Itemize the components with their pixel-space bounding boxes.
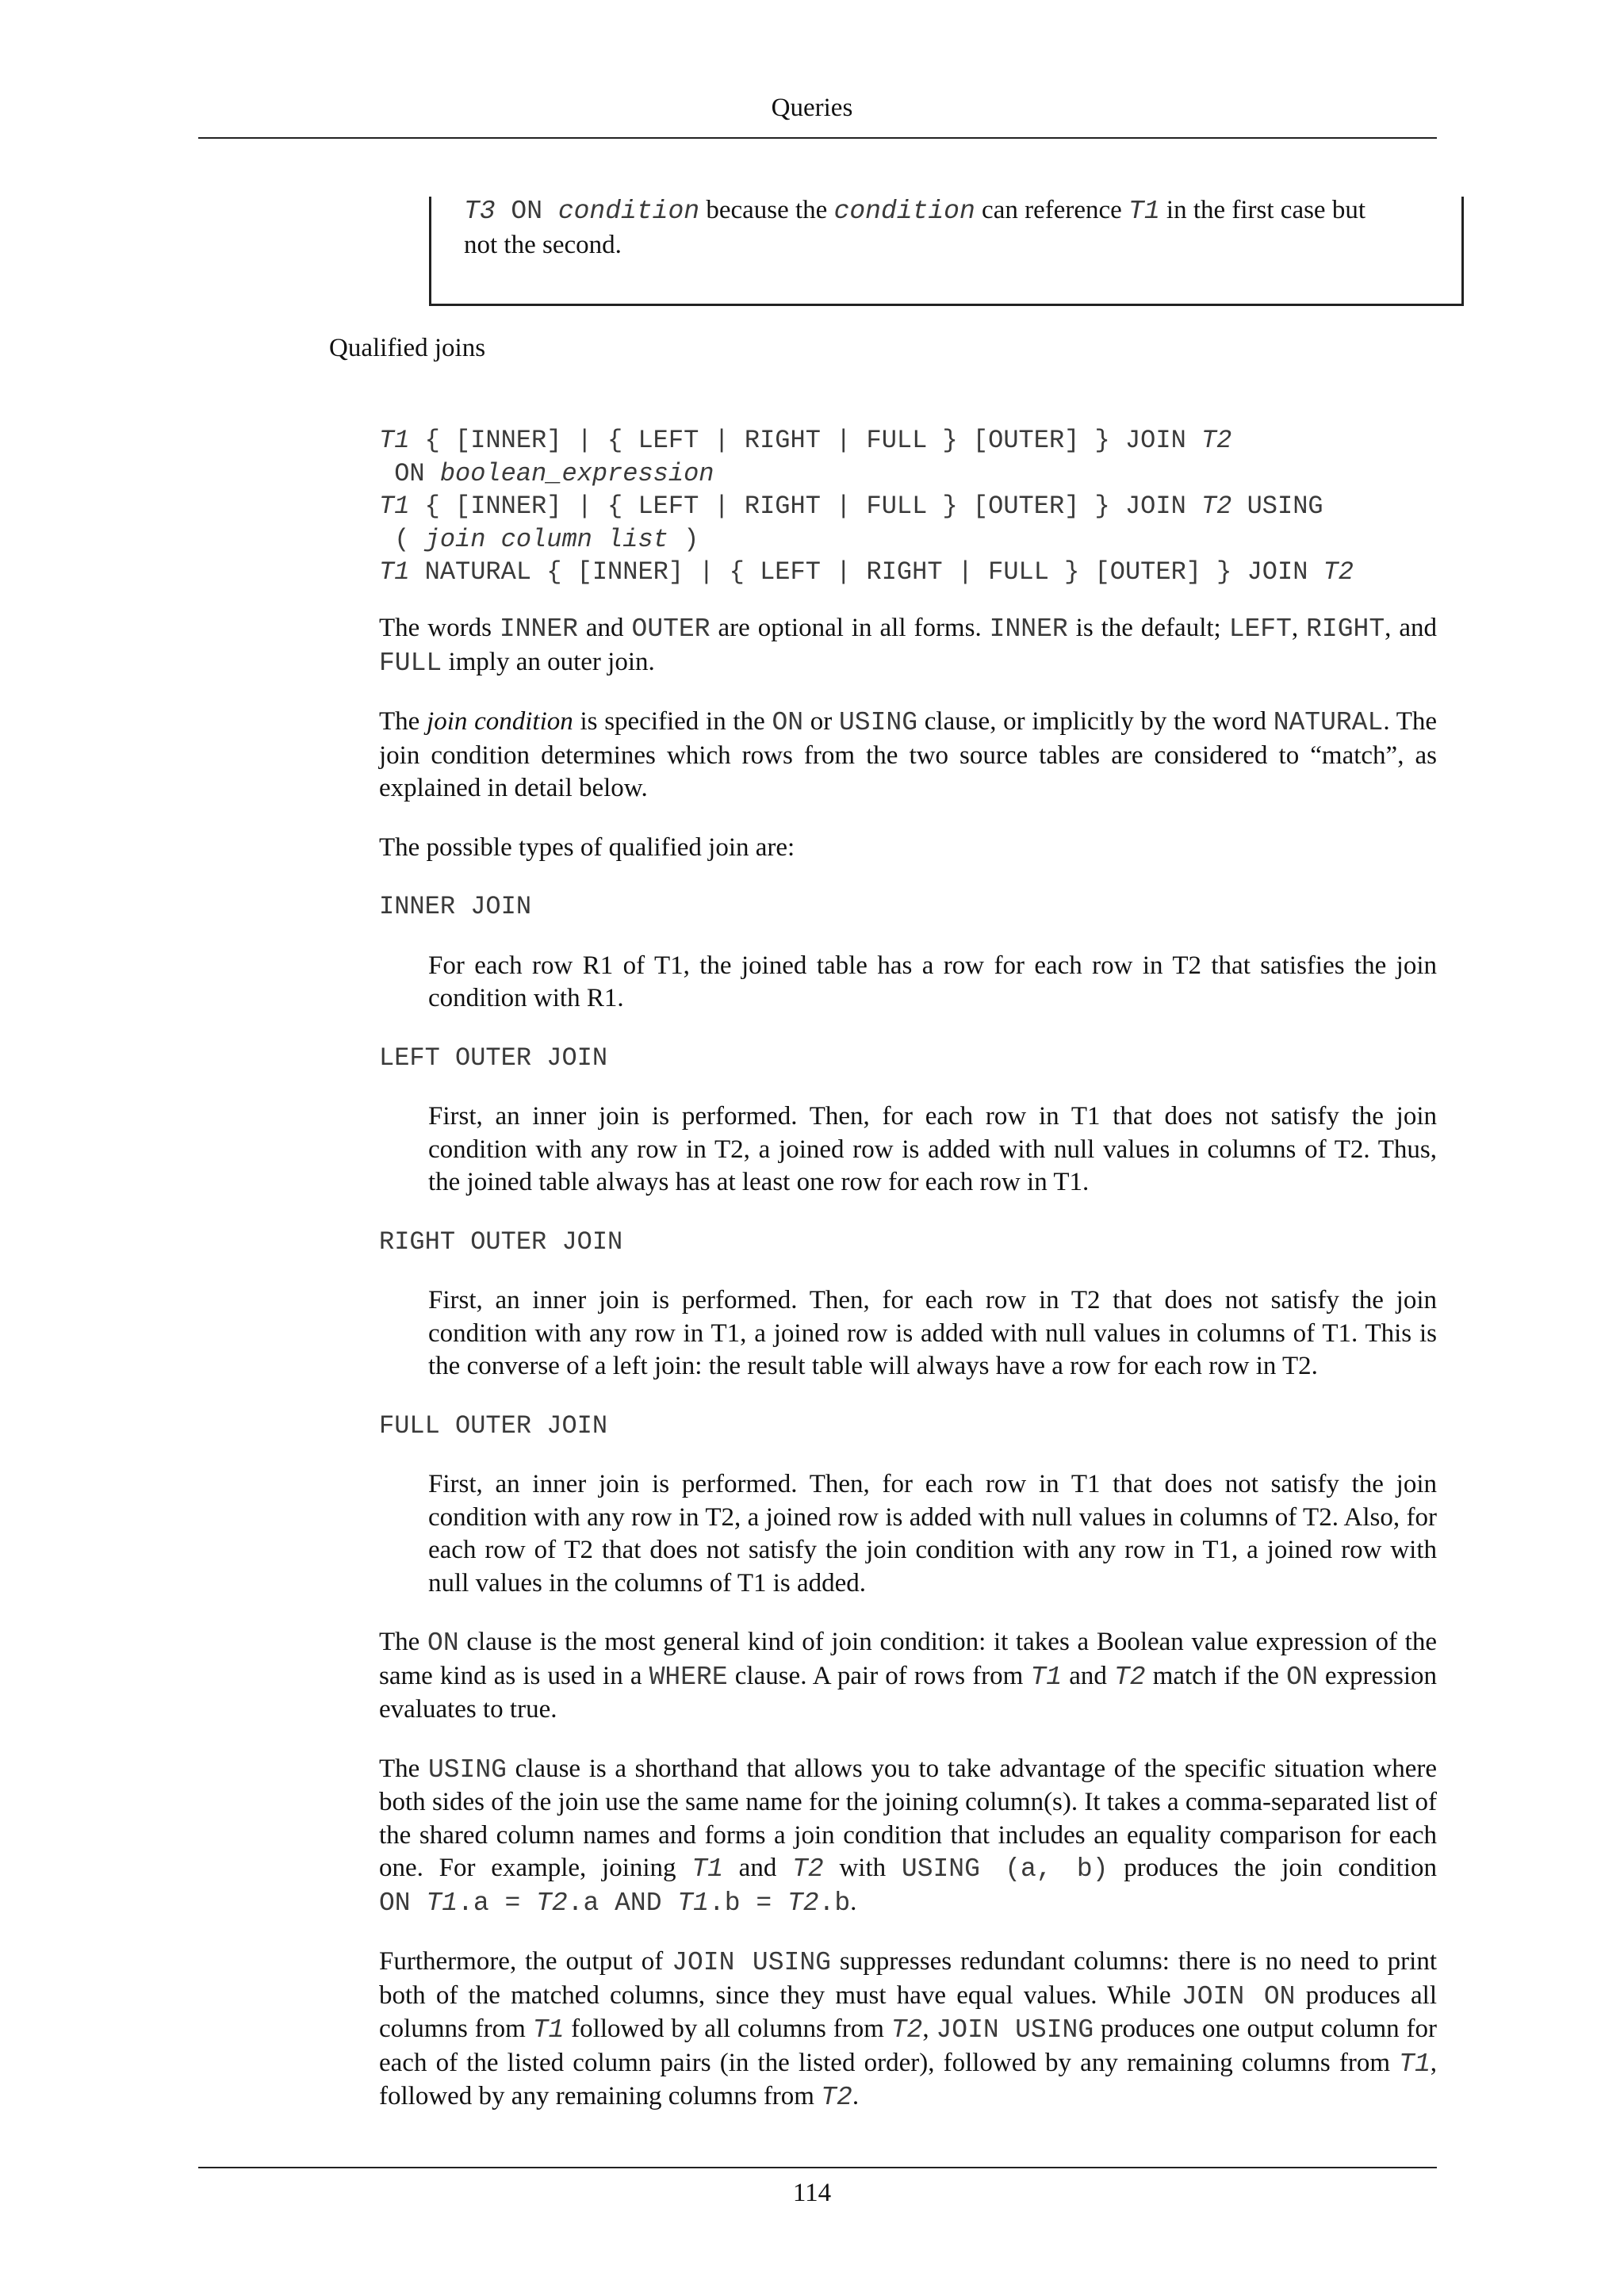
text-run: clause. A pair of rows from	[727, 1661, 1031, 1690]
text-run: T2	[821, 2083, 852, 2112]
header-rule	[198, 137, 1437, 139]
text-run: expression evaluates to true.	[379, 1661, 1438, 1724]
text-run: The	[379, 1754, 428, 1783]
text-run: JOIN USING	[936, 2015, 1094, 2045]
text-run: USING	[839, 708, 918, 737]
footer-rule	[198, 2167, 1437, 2168]
text-run: OUTER	[631, 614, 710, 644]
text-run: The words	[379, 614, 500, 642]
text-run: INNER	[499, 614, 578, 644]
note-text-part: ON	[495, 197, 558, 226]
term-full-outer-join: FULL OUTER JOIN	[379, 1410, 608, 1441]
text-run: join condition	[427, 707, 573, 736]
paragraph-on-clause	[379, 1626, 1437, 1727]
note-text	[464, 193, 1437, 262]
text-run: T1	[426, 1888, 458, 1918]
synopsis-part: T1	[379, 426, 410, 455]
text-run: , and	[1385, 614, 1438, 642]
text-run: LEFT	[1228, 614, 1292, 644]
text-run: produces all columns from	[379, 1980, 1437, 2043]
synopsis-part: (	[379, 524, 425, 554]
note-text-part: in the first case but	[1159, 196, 1365, 224]
text-run: T2	[1113, 1662, 1146, 1692]
note-text-part: condition	[833, 197, 975, 226]
text-run: clause is a shorthand that allows you to take advantage of the specific situation where both sides of the join use the same name for the joining column(s). It takes a comma-separated list of the shared column names and forms a join condition that includes an equality comparison for each one. For example, joining	[379, 1754, 1437, 1882]
text-run: is specified in the	[573, 707, 772, 736]
text-run: , followed by any remaining columns from	[379, 2048, 1437, 2110]
paragraph-join-using-output	[379, 1946, 1437, 2114]
text-run: FULL	[379, 648, 442, 678]
text-run: The	[379, 707, 427, 736]
text-run: with	[823, 1854, 902, 1882]
section-title: Qualified joins	[329, 334, 486, 362]
text-run: ,	[1291, 614, 1307, 642]
text-run: ON	[1286, 1662, 1318, 1692]
join-synopsis	[379, 424, 1354, 589]
text-run: ON	[379, 1888, 427, 1918]
note-text-part: because the	[699, 196, 834, 224]
text-run: match if the	[1145, 1661, 1287, 1690]
synopsis-part: boolean_expression	[439, 458, 714, 488]
synopsis-part: join column list	[424, 524, 668, 554]
text-run: is the default;	[1067, 614, 1229, 642]
text-run: suppresses redundant columns: there is no need to print both of the matched columns, since they must have equal values. While	[379, 1947, 1437, 2010]
text-run: JOIN ON	[1181, 1981, 1296, 2011]
text-run: The	[379, 1628, 428, 1656]
definition-full-outer-join: First, an inner join is performed. Then, for each row in T1 that does not satisfy the join condition with any row in T2, a joined row is added with null values in columns of T2. Also, for each row of T2 that does not satisfy the join condition with any row in T1, a joined row with null values in the columns of T1 is added.	[428, 1470, 1437, 1598]
text-run: RIGHT	[1306, 614, 1385, 644]
synopsis-part: T2	[1323, 557, 1354, 587]
text-run: WHERE	[649, 1662, 728, 1692]
note-text-part: can reference	[975, 196, 1129, 224]
term-right-outer-join: RIGHT OUTER JOIN	[379, 1226, 623, 1257]
text-run: imply an outer join.	[442, 647, 655, 676]
text-run: T2	[891, 2015, 923, 2045]
synopsis-part: USING	[1231, 492, 1323, 521]
text-run: T2	[787, 1888, 819, 1918]
paragraph-join-types-intro: The possible types of qualified join are:	[379, 832, 795, 862]
text-run: . The join condition determines which rows from the two source tables are considered to “match”, as explained in detail below.	[379, 707, 1438, 802]
text-run: .	[850, 1887, 857, 1916]
text-run: and	[722, 1854, 793, 1882]
definition-inner-join: For each row R1 of T1, the joined table has a row for each row in T2 that satisfies the join condition with R1.	[428, 951, 1437, 1012]
synopsis-part: T1	[379, 492, 410, 521]
term-inner-join: INNER JOIN	[379, 892, 532, 921]
text-run: T1	[691, 1854, 723, 1884]
definition-left-outer-join: First, an inner join is performed. Then, for each row in T1 that does not satisfy the join condition with any row in T2, a joined row is added with null values in columns of T2. Thus, the joined table always has at least one row for each row in T1.	[428, 1102, 1437, 1196]
text-run: Furthermore, the output of	[379, 1947, 672, 1976]
text-run: .b =	[708, 1888, 787, 1918]
text-run: ,	[922, 2015, 936, 2043]
text-run: ON	[427, 1628, 459, 1658]
text-run: T1	[677, 1888, 709, 1918]
text-run: INNER	[989, 614, 1068, 644]
text-run: USING	[427, 1755, 507, 1785]
definition-right-outer-join: First, an inner join is performed. Then, for each row in T2 that does not satisfy the join condition with any row in T1, a joined row is added with null values in columns of T1. This is the converse of a left join: the result table will always have a row for each row in T2.	[428, 1286, 1437, 1380]
text-run: are optional in all forms.	[710, 614, 990, 642]
text-run: .a AND	[567, 1888, 678, 1918]
paragraph-inner-outer	[379, 612, 1437, 679]
text-run: .a =	[458, 1888, 537, 1918]
note-text-part: T3	[464, 197, 496, 226]
text-run: T2	[792, 1854, 824, 1884]
paragraph-join-condition	[379, 706, 1437, 806]
text-run: T2	[536, 1888, 568, 1918]
text-run: .b	[818, 1888, 851, 1918]
term-left-outer-join: LEFT OUTER JOIN	[379, 1043, 608, 1073]
synopsis-part: ON	[379, 458, 440, 488]
note-text-part: condition	[557, 197, 700, 226]
note-text-part: not the second.	[464, 231, 622, 259]
synopsis-part: T1	[379, 557, 410, 587]
text-run: produces one output column for each of the listed column pairs (in the listed order), followed by any remaining columns from	[379, 2015, 1438, 2077]
synopsis-part: T2	[1201, 426, 1232, 455]
text-run: NATURAL	[1273, 708, 1384, 737]
text-run: clause is the most general kind of join condition: it takes a Boolean value expression of the same kind as is used in a	[379, 1628, 1437, 1690]
text-run: and	[577, 614, 632, 642]
text-run: T1	[1030, 1662, 1063, 1692]
text-run: followed by all columns from	[564, 2015, 891, 2043]
paragraph-using-clause	[379, 1753, 1437, 1920]
text-run: JOIN USING	[672, 1948, 831, 1977]
synopsis-part: { [INNER] | { LEFT | RIGHT | FULL } [OUTER] } JOIN	[409, 426, 1201, 455]
synopsis-part: T2	[1201, 492, 1232, 521]
page-number: 114	[792, 2179, 832, 2207]
text-run: clause, or implicitly by the word	[917, 707, 1274, 736]
text-run: T1	[1399, 2049, 1431, 2079]
text-run: or	[803, 707, 839, 736]
text-run: USING (a, b)	[901, 1854, 1109, 1884]
body-content	[379, 612, 1437, 2141]
text-run: .	[852, 2082, 860, 2110]
page-header-title: Queries	[771, 94, 853, 122]
text-run: and	[1062, 1661, 1114, 1690]
synopsis-part: { [INNER] | { LEFT | RIGHT | FULL } [OUTER] } JOIN	[409, 492, 1201, 521]
text-run: produces the join condition	[1108, 1854, 1438, 1882]
note-text-part: T1	[1128, 197, 1160, 226]
text-run: ON	[772, 708, 804, 737]
synopsis-part: NATURAL { [INNER] | { LEFT | RIGHT | FULL } [OUTER] } JOIN	[409, 557, 1323, 587]
synopsis-part: )	[668, 524, 699, 554]
text-run: T1	[532, 2015, 565, 2045]
